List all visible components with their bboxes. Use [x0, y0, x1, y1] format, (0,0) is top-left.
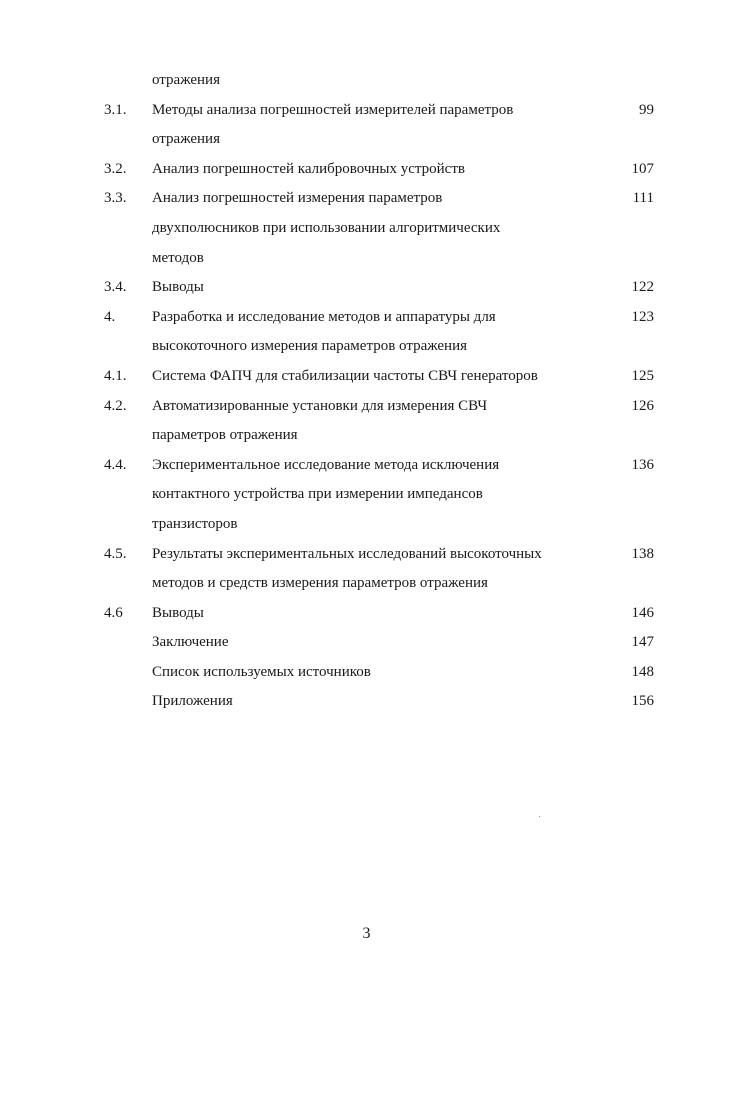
toc-entry-number: 4.2. — [104, 397, 127, 414]
toc-entry-page: 147 — [631, 634, 654, 651]
toc-entry-number: 3.4. — [104, 279, 127, 296]
toc-entry-title: Автоматизированные установки для измерения СВЧ — [152, 397, 488, 414]
toc-entry — [0, 392, 733, 422]
toc-entry — [0, 273, 733, 303]
toc-entry-page: 126 — [631, 397, 654, 414]
toc-entry-number: 3.2. — [104, 160, 127, 177]
toc-entry — [0, 303, 733, 333]
toc-entry-page: 146 — [631, 604, 654, 621]
toc-entry-continuation — [0, 244, 733, 274]
toc-entry-title: Разработка и исследование методов и аппаратуры для — [152, 308, 496, 325]
toc-entry-title: Методы анализа погрешностей измерителей параметров — [152, 101, 514, 118]
toc-entry — [0, 66, 733, 96]
toc-entry-title: контактного устройства при измерении импедансов — [152, 486, 483, 503]
toc-entry-continuation — [0, 569, 733, 599]
toc-entry-title: методов — [152, 249, 204, 266]
toc-entry-title: двухполюсников при использовании алгоритмических — [152, 219, 501, 236]
scan-speck — [539, 816, 540, 817]
toc-entry-continuation — [0, 480, 733, 510]
toc-entry-title: Выводы — [152, 279, 204, 296]
toc-entry-title: Анализ погрешностей калибровочных устройств — [152, 160, 465, 177]
toc-entry-title: Выводы — [152, 604, 204, 621]
toc-entry — [0, 687, 733, 717]
toc-entry-title: методов и средств измерения параметров отражения — [152, 575, 488, 592]
toc-entry-title: отражения — [152, 131, 220, 148]
toc-entry-page: 122 — [631, 279, 654, 296]
toc-entry-title: Анализ погрешностей измерения параметров — [152, 190, 443, 207]
toc-entry — [0, 451, 733, 481]
table-of-contents — [0, 66, 733, 717]
toc-entry — [0, 184, 733, 214]
toc-entry — [0, 362, 733, 392]
toc-entry-title: высокоточного измерения параметров отражения — [152, 338, 468, 355]
toc-entry-continuation — [0, 332, 733, 362]
toc-entry-page: 125 — [631, 367, 654, 384]
toc-entry-page: 136 — [631, 456, 654, 473]
toc-entry-number: 3.1. — [104, 101, 127, 118]
toc-entry-number: 4. — [104, 308, 116, 325]
toc-entry-title: Заключение — [152, 634, 229, 651]
toc-entry-number: 4.4. — [104, 456, 127, 473]
toc-entry-continuation — [0, 125, 733, 155]
toc-entry-number: 4.1. — [104, 367, 127, 384]
toc-entry-continuation — [0, 421, 733, 451]
page-number: 3 — [362, 925, 371, 942]
toc-entry — [0, 155, 733, 185]
toc-entry-title: параметров отражения — [152, 427, 298, 444]
toc-entry-page: 148 — [631, 663, 654, 680]
toc-entry-number: 3.3. — [104, 190, 127, 207]
toc-entry-page: 111 — [632, 190, 654, 207]
toc-entry-page: 156 — [631, 693, 654, 710]
toc-entry-page: 99 — [639, 101, 654, 118]
toc-entry — [0, 96, 733, 126]
toc-entry — [0, 628, 733, 658]
toc-entry — [0, 599, 733, 629]
toc-entry-continuation — [0, 510, 733, 540]
toc-entry-title: Результаты экспериментальных исследований высокоточных — [152, 545, 542, 562]
toc-entry — [0, 658, 733, 688]
toc-entry-title: Экспериментальное исследование метода исключения — [152, 456, 500, 473]
toc-entry-title: Система ФАПЧ для стабилизации частоты СВЧ генераторов — [152, 367, 538, 384]
toc-entry-title: отражения — [152, 72, 220, 88]
toc-entry-number: 4.6 — [104, 604, 123, 621]
toc-entry-page: 138 — [631, 545, 654, 562]
toc-entry-title: Список используемых источников — [152, 663, 371, 680]
toc-entry-title: транзисторов — [152, 515, 238, 532]
toc-entry — [0, 540, 733, 570]
toc-entry-title: Приложения — [152, 693, 233, 710]
toc-entry-page: 123 — [631, 308, 654, 325]
toc-entry-number: 4.5. — [104, 545, 127, 562]
toc-entry-page: 107 — [631, 160, 654, 177]
toc-entry-continuation — [0, 214, 733, 244]
